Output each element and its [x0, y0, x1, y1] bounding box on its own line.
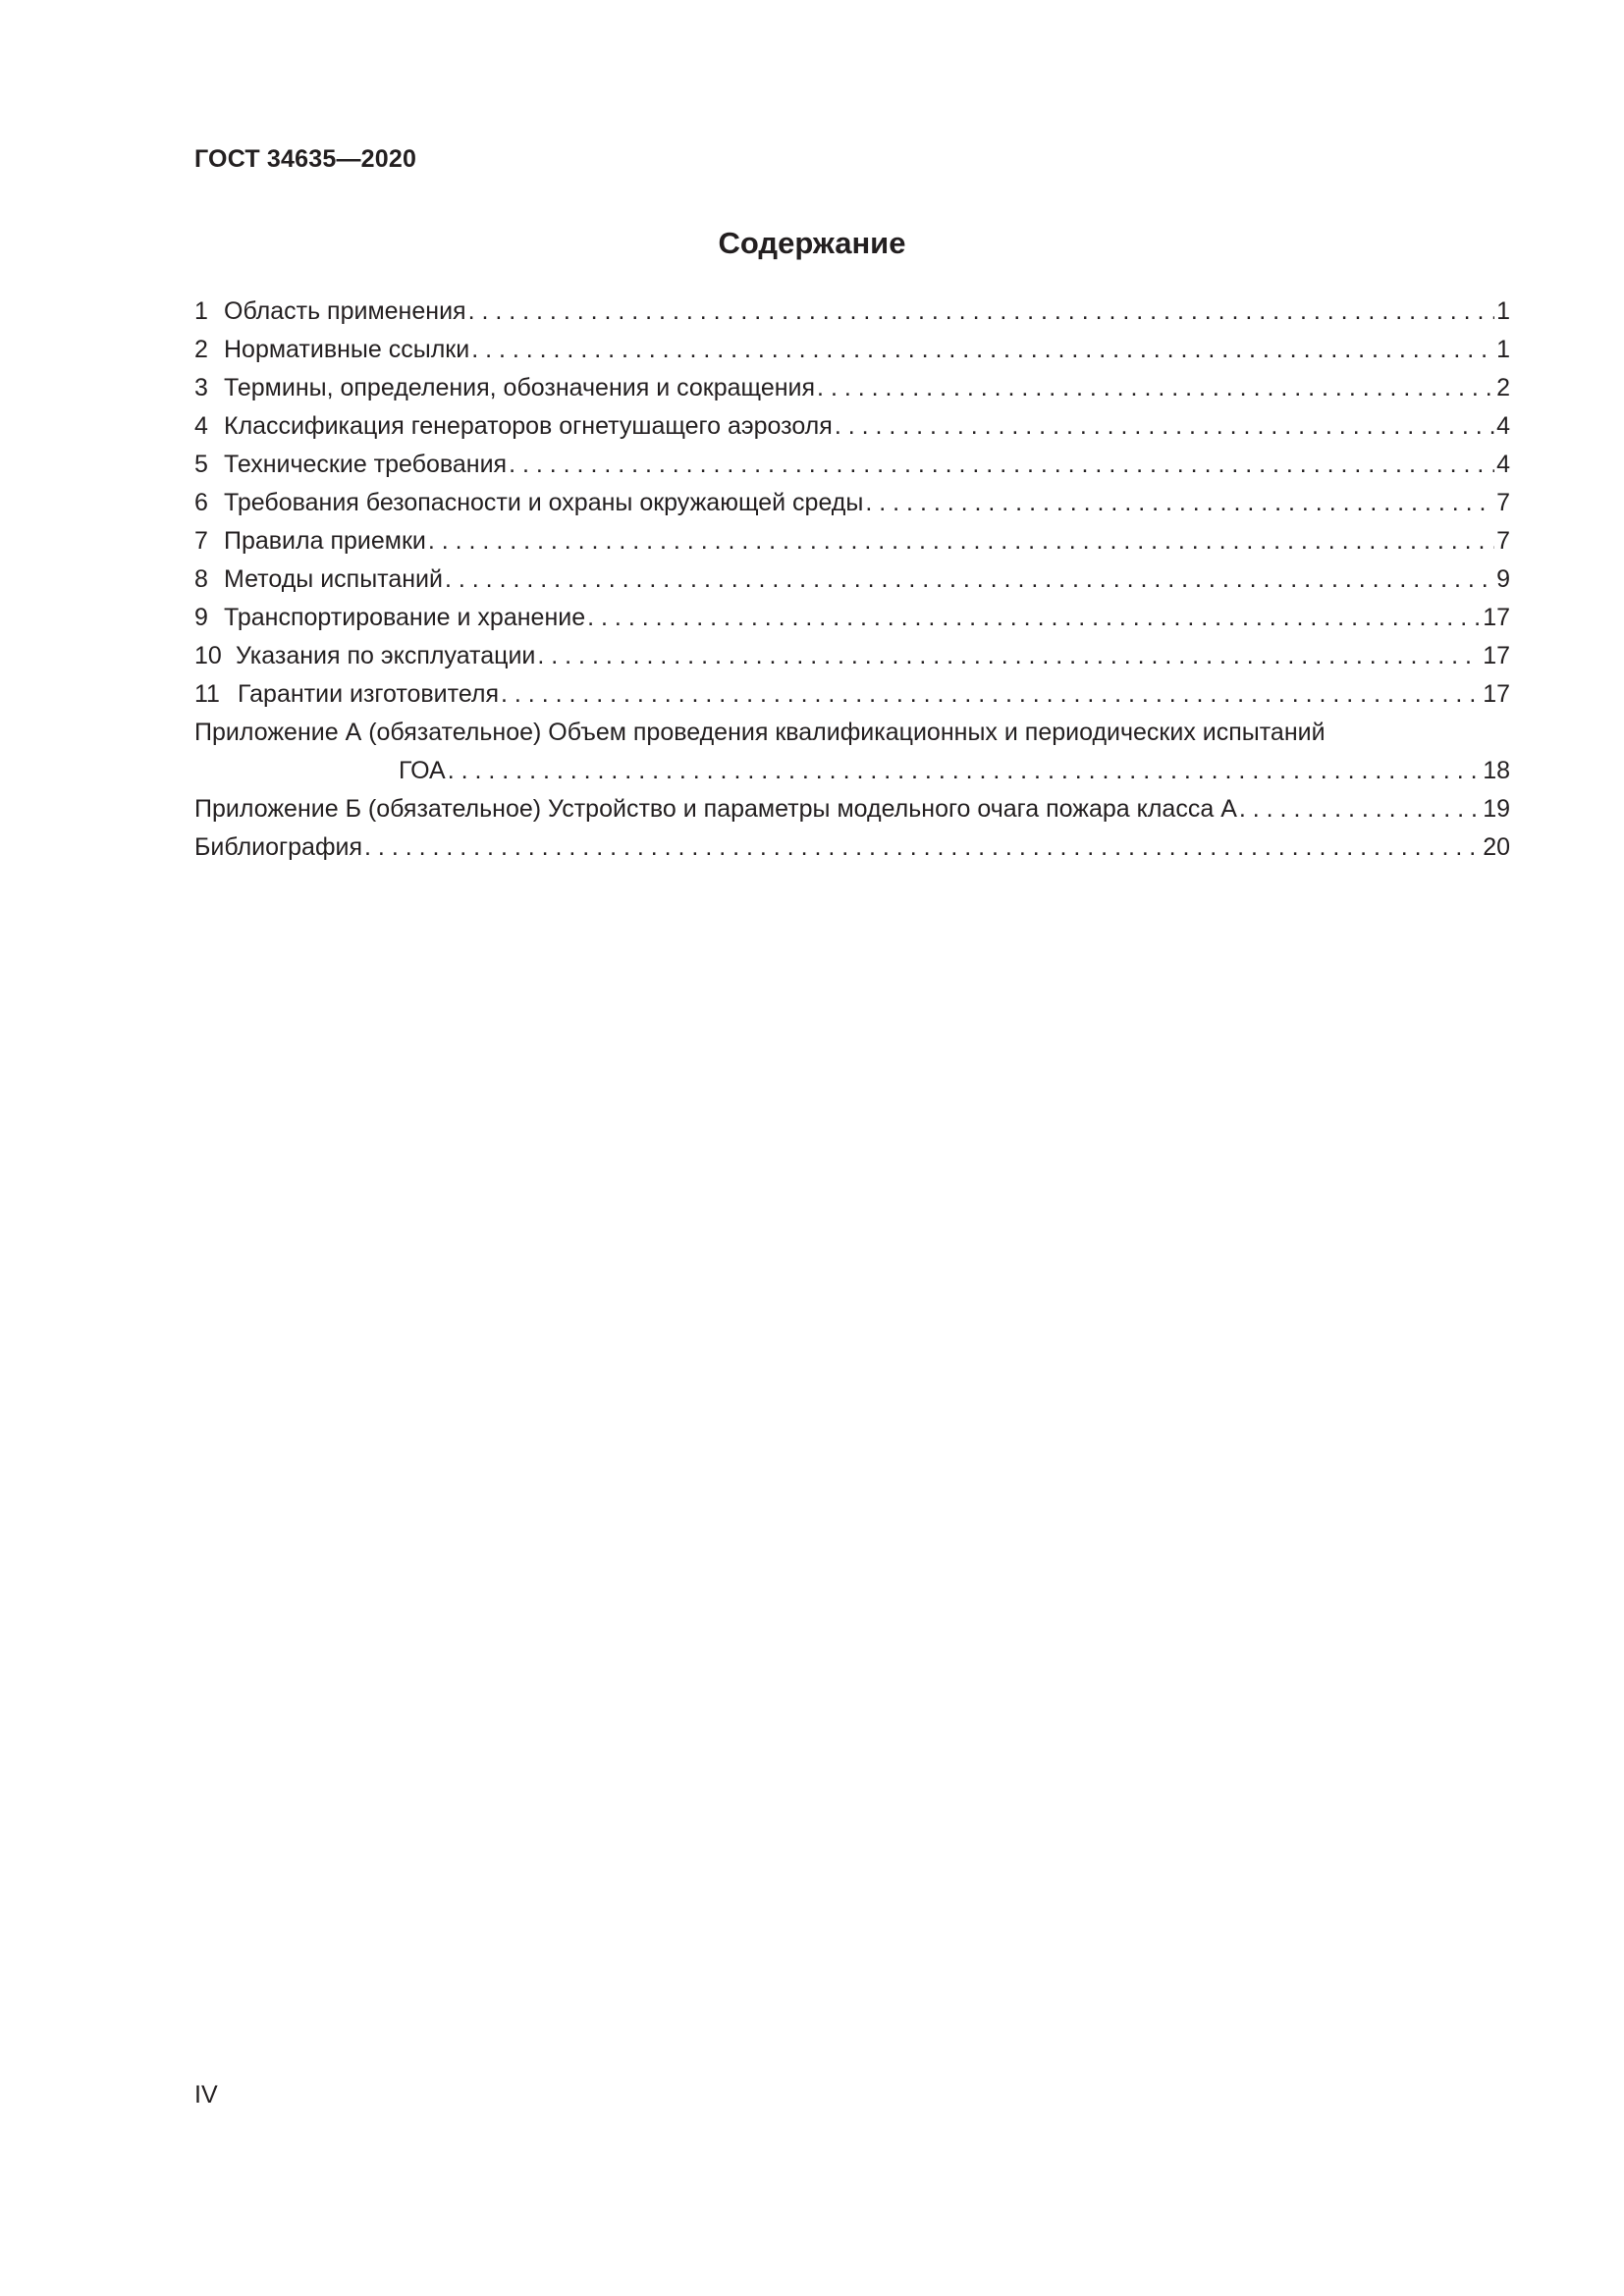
dot-leader	[448, 752, 1481, 790]
toc-item-text: Приложение Б (обязательное) Устройство и параметры модельного очага пожара класса А	[194, 795, 1237, 823]
toc-item-3[interactable]	[194, 369, 1510, 407]
dot-leader	[509, 446, 1494, 484]
dot-leader	[587, 599, 1481, 637]
document-code: ГОСТ 34635—2020	[194, 145, 417, 173]
dot-leader	[501, 675, 1481, 714]
toc-item-label	[194, 599, 585, 637]
toc-item-page: 19	[1483, 795, 1510, 823]
dot-leader	[471, 331, 1494, 369]
toc-item-text: Указания по эксплуатации	[236, 642, 536, 669]
toc-item-text: Нормативные ссылки	[224, 336, 470, 363]
dot-leader	[817, 369, 1494, 407]
toc-item-label	[194, 637, 535, 675]
toc-item-page: 18	[1483, 757, 1510, 784]
toc-item-page: 7	[1496, 489, 1510, 516]
toc-item-9[interactable]	[194, 599, 1510, 637]
toc-item-label	[194, 331, 469, 369]
toc-item-number: 3	[194, 374, 208, 401]
toc-item-number: 2	[194, 336, 208, 363]
toc-item-5[interactable]	[194, 446, 1510, 484]
dot-leader	[468, 293, 1495, 331]
toc-item-text: Гарантии изготовителя	[238, 680, 500, 708]
toc-item-page: 4	[1496, 412, 1510, 440]
toc-item-page: 7	[1496, 527, 1510, 555]
toc-item-page: 4	[1496, 451, 1510, 478]
toc-appendix-a-line1[interactable]	[194, 714, 1510, 752]
toc-bibliography[interactable]	[194, 828, 1510, 867]
toc-item-label	[194, 484, 863, 522]
toc-item-number: 6	[194, 489, 208, 516]
toc-item-label	[194, 522, 426, 561]
toc-item-10[interactable]	[194, 637, 1510, 675]
toc-title: Содержание	[718, 226, 906, 260]
toc-item-6[interactable]	[194, 484, 1510, 522]
toc-item-page: 9	[1496, 565, 1510, 593]
toc-item-text: ГОА	[399, 757, 446, 784]
toc-item-number: 1	[194, 297, 208, 325]
dot-leader	[428, 522, 1494, 561]
toc-item-number: 7	[194, 527, 208, 555]
toc-item-page: 17	[1483, 642, 1510, 669]
toc-item-label	[194, 293, 466, 331]
toc-item-11[interactable]	[194, 675, 1510, 714]
toc-item-text: Методы испытаний	[224, 565, 443, 593]
toc-item-page: 17	[1483, 604, 1510, 631]
toc-item-4[interactable]	[194, 407, 1510, 446]
toc-item-text: Термины, определения, обозначения и сокращения	[224, 374, 816, 401]
dot-leader	[445, 561, 1494, 599]
page-number: IV	[194, 2081, 218, 2109]
toc-item-label	[194, 675, 499, 714]
toc-item-label	[194, 369, 815, 407]
dot-leader	[865, 484, 1494, 522]
toc-item-label	[194, 407, 833, 446]
toc-item-text: Правила приемки	[224, 527, 426, 555]
toc-item-page: 1	[1496, 297, 1510, 325]
toc-item-label	[194, 561, 443, 599]
toc-item-text: Приложение А (обязательное) Объем проведения квалификационных и периодических испытаний	[194, 719, 1326, 746]
toc-item-page: 20	[1483, 833, 1510, 861]
dot-leader	[1239, 790, 1481, 828]
toc-item-page: 2	[1496, 374, 1510, 401]
toc-item-text: Классификация генераторов огнетушащего аэрозоля	[224, 412, 833, 440]
dot-leader	[537, 637, 1481, 675]
toc-appendix-a-line2[interactable]	[194, 752, 1510, 790]
toc-item-text: Технические требования	[224, 451, 508, 478]
toc-item-number: 4	[194, 412, 208, 440]
toc-item-2[interactable]	[194, 331, 1510, 369]
toc-item-number: 9	[194, 604, 208, 631]
toc-item-text: Требования безопасности и охраны окружающей среды	[224, 489, 864, 516]
toc-item-1[interactable]	[194, 293, 1510, 331]
toc-item-number: 5	[194, 451, 208, 478]
toc-item-text: Область применения	[224, 297, 466, 325]
toc-item-number: 11	[194, 680, 220, 708]
dot-leader	[364, 828, 1481, 867]
toc-item-number: 8	[194, 565, 208, 593]
dot-leader	[835, 407, 1494, 446]
toc-item-page: 17	[1483, 680, 1510, 708]
toc-item-7[interactable]	[194, 522, 1510, 561]
table-of-contents	[194, 293, 1510, 867]
toc-item-number: 10	[194, 642, 222, 669]
toc-appendix-b[interactable]	[194, 790, 1510, 828]
toc-item-text: Библиография	[194, 833, 363, 861]
toc-item-text: Транспортирование и хранение	[224, 604, 586, 631]
toc-item-8[interactable]	[194, 561, 1510, 599]
toc-item-label	[194, 446, 507, 484]
toc-item-page: 1	[1496, 336, 1510, 363]
